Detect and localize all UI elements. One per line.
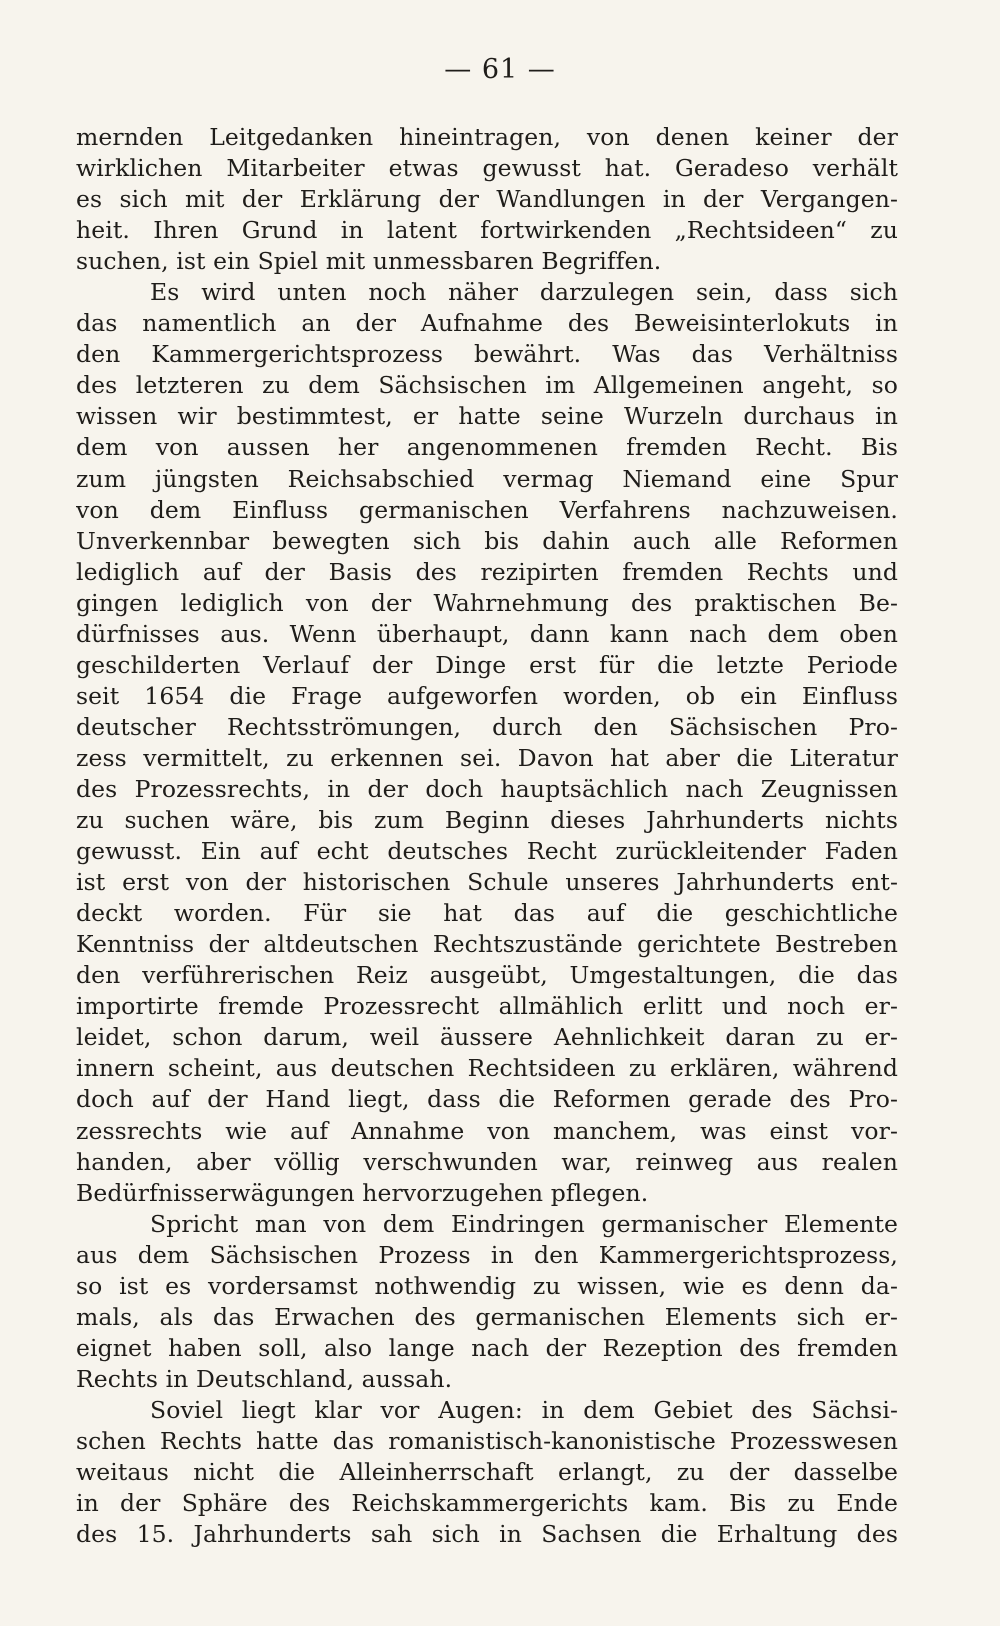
text-line: doch auf der Hand liegt, dass die Reformen gerade des Pro- [76, 1085, 898, 1114]
text-line: ist erst von der historischen Schule unseres Jahrhunderts ent- [76, 868, 898, 897]
text-line: zum jüngsten Reichsabschied vermag Niemand eine Spur [76, 464, 898, 493]
text-line: es sich mit der Erklärung der Wandlungen in der Vergangen- [76, 185, 898, 214]
text-line: den Kammergerichtsprozess bewährt. Was das Verhältniss [76, 340, 898, 369]
text-line: innern scheint, aus deutschen Rechtsideen zu erklären, während [76, 1054, 898, 1083]
text-line: deutscher Rechtsströmungen, durch den Sächsischen Pro- [76, 712, 898, 741]
text-line: gewusst. Ein auf echt deutsches Recht zurückleitender Faden [76, 837, 898, 866]
text-line: von dem Einfluss germanischen Verfahrens nachzuweisen. [76, 495, 898, 524]
text-line: zessrechts wie auf Annahme von manchem, was einst vor- [76, 1116, 898, 1145]
text-line: schen Rechts hatte das romanistisch-kanonistische Prozesswesen [76, 1426, 898, 1455]
text-line: handen, aber völlig verschwunden war, reinweg aus realen [76, 1147, 898, 1176]
text-line: gingen lediglich von der Wahrnehmung des praktischen Be- [76, 588, 898, 617]
text-line: aus dem Sächsischen Prozess in den Kammergerichtsprozess, [76, 1240, 898, 1269]
text-line: Spricht man von dem Eindringen germanischer Elemente [150, 1209, 898, 1238]
text-line: seit 1654 die Frage aufgeworfen worden, ob ein Einfluss [76, 681, 898, 710]
text-line: das namentlich an der Aufnahme des Beweisinterlokuts in [76, 309, 898, 338]
text-line: Kenntniss der altdeutschen Rechtszustände gerichtete Bestreben [76, 930, 898, 959]
text-line: zu suchen wäre, bis zum Beginn dieses Jahrhunderts nichts [76, 806, 898, 835]
text-line: zess vermittelt, zu erkennen sei. Davon hat aber die Literatur [76, 743, 898, 772]
text-line: Unverkennbar bewegten sich bis dahin auch alle Reformen [76, 526, 898, 555]
text-line: lediglich auf der Basis des rezipirten fremden Rechts und [76, 557, 898, 586]
text-line: geschilderten Verlauf der Dinge erst für die letzte Periode [76, 650, 898, 679]
text-line: eignet haben soll, also lange nach der Rezeption des fremden [76, 1333, 898, 1362]
text-line: dürfnisses aus. Wenn überhaupt, dann kann nach dem oben [76, 619, 898, 648]
text-line: heit. Ihren Grund in latent fortwirkenden „Rechtsideen“ zu [76, 216, 898, 245]
text-line: in der Sphäre des Reichskammergerichts kam. Bis zu Ende [76, 1489, 898, 1518]
page-number: — 61 — [444, 54, 556, 85]
text-line: mernden Leitgedanken hineintragen, von denen keiner der [76, 123, 898, 151]
text-line: deckt worden. Für sie hat das auf die geschichtliche [76, 899, 898, 928]
text-line: den verführerischen Reiz ausgeübt, Umgestaltungen, die das [76, 961, 898, 990]
text-line: suchen, ist ein Spiel mit unmessbaren Begriffen. [76, 247, 662, 276]
text-line: importirte fremde Prozessrecht allmählich erlitt und noch er- [76, 992, 898, 1021]
text-line: Bedürfnisserwägungen hervorzugehen pflegen. [76, 1178, 649, 1207]
text-line: so ist es vordersamst nothwendig zu wissen, wie es denn da- [76, 1271, 898, 1300]
text-line: des 15. Jahrhunderts sah sich in Sachsen die Erhaltung des [76, 1520, 898, 1549]
body-text [76, 122, 898, 1550]
text-line: dem von aussen her angenommenen fremden Recht. Bis [76, 433, 898, 462]
text-line: wirklichen Mitarbeiter etwas gewusst hat. Geradeso verhält [76, 154, 898, 183]
text-line: des Prozessrechts, in der doch hauptsächlich nach Zeugnissen [76, 774, 898, 803]
text-line: des letzteren zu dem Sächsischen im Allgemeinen angeht, so [76, 371, 898, 400]
text-line: wissen wir bestimmtest, er hatte seine Wurzeln durchaus in [76, 402, 898, 431]
text-line: weitaus nicht die Alleinherrschaft erlangt, zu der dasselbe [76, 1458, 898, 1487]
text-line: Soviel liegt klar vor Augen: in dem Gebiet des Sächsi- [150, 1395, 898, 1424]
text-line: Es wird unten noch näher darzulegen sein, dass sich [150, 278, 898, 307]
text-line: mals, als das Erwachen des germanischen Elements sich er- [76, 1302, 898, 1331]
text-line: Rechts in Deutschland, aussah. [76, 1364, 453, 1393]
text-line: leidet, schon darum, weil äussere Aehnlichkeit daran zu er- [76, 1023, 898, 1052]
